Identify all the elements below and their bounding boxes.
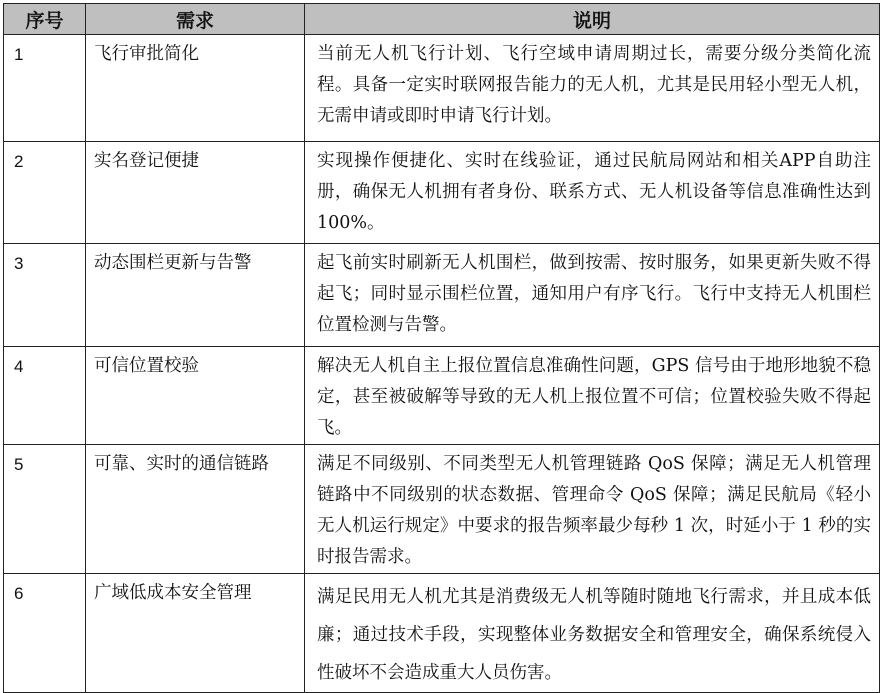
row-index: 4: [4, 347, 86, 445]
table-row: [4, 574, 880, 693]
row-requirement: 广域低成本安全管理: [86, 574, 305, 693]
row-index: 3: [4, 244, 86, 347]
row-description: 满足不同级别、不同类型无人机管理链路 QoS 保障；满足无人机管理链路中不同级别的状态数据、管理命令 QoS 保障；满足民航局《轻小无人机运行规定》中要求的报告频率最少每秒 1 次，时延小于 1 秒的实时报告需求。: [305, 445, 880, 574]
row-requirement: 实名登记便捷: [86, 142, 305, 244]
row-requirement: 动态围栏更新与告警: [86, 244, 305, 347]
table-row: [4, 35, 880, 142]
row-requirement: 飞行审批简化: [86, 35, 305, 142]
row-description: 实现操作便捷化、实时在线验证，通过民航局网站和相关APP自助注册，确保无人机拥有者身份、联系方式、无人机设备等信息准确性达到100%。: [305, 142, 880, 244]
header-requirement: 需求: [86, 4, 305, 35]
table-row: [4, 244, 880, 347]
requirements-table: [3, 3, 880, 693]
table-row: [4, 142, 880, 244]
header-index: 序号: [4, 4, 86, 35]
header-row: [4, 4, 880, 35]
row-description: 解决无人机自主上报位置信息准确性问题，GPS 信号由于地形地貌不稳定，甚至被破解等导致的无人机上报位置不可信；位置校验失败不得起飞。: [305, 347, 880, 445]
header-description: 说明: [305, 4, 880, 35]
row-requirement: 可信位置校验: [86, 347, 305, 445]
row-index: 6: [4, 574, 86, 693]
row-description: 起飞前实时刷新无人机围栏，做到按需、按时服务，如果更新失败不得起飞；同时显示围栏位置，通知用户有序飞行。飞行中支持无人机围栏位置检测与告警。: [305, 244, 880, 347]
table-row: [4, 347, 880, 445]
row-requirement: 可靠、实时的通信链路: [86, 445, 305, 574]
row-index: 5: [4, 445, 86, 574]
row-description: 满足民用无人机尤其是消费级无人机等随时随地飞行需求，并且成本低廉；通过技术手段，实现整体业务数据安全和管理安全，确保系统侵入性破坏不会造成重大人员伤害。: [305, 574, 880, 693]
table-row: [4, 445, 880, 574]
row-index: 1: [4, 35, 86, 142]
row-index: 2: [4, 142, 86, 244]
row-description: 当前无人机飞行计划、飞行空域申请周期过长，需要分级分类简化流程。具备一定实时联网报告能力的无人机，尤其是民用轻小型无人机，无需申请或即时申请飞行计划。: [305, 35, 880, 142]
